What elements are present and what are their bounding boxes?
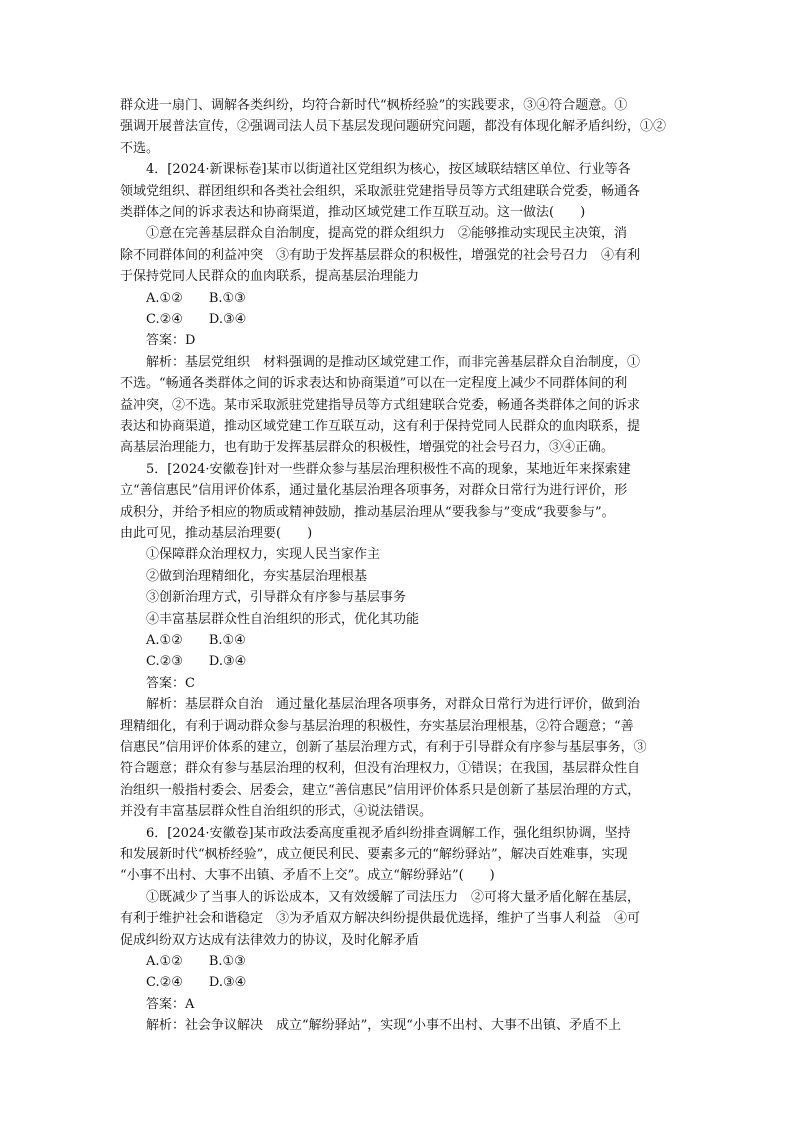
text-line: A.①② B.①③: [146, 290, 246, 306]
text-line: 除不同群体间的利益冲突 ③有助于发挥基层群众的积极性，增强党的社会号召力 ④有利: [120, 247, 641, 263]
text-line: 解析：社会争议解决 成立“解纷驿站”，实现“小事不出村、大事不出镇、矛盾不上: [146, 1018, 621, 1034]
text-line: 高基层治理能力，也有助于发挥基层群众的积极性，增强党的社会号召力，③④正确。: [120, 440, 615, 456]
text-line: A.①② B.①④: [146, 633, 246, 648]
text-line: 成积分，并给予相应的物质或精神鼓励，推动基层治理从“要我参与”变成“我要参与”。: [120, 504, 615, 520]
text-line: 信惠民”信用评价体系的建立，创新了基层治理方式，有利于引导群众有序参与基层事务，③: [120, 740, 647, 755]
text-line: 立“善信惠民”信用评价体系，通过量化基层治理各项事务，对群众日常行为进行评价，形: [120, 483, 628, 499]
text-line: C.②③ D.③④: [146, 654, 247, 670]
text-line: 类群体之间的诉求表达和协商渠道，推动区域党建工作互联互动。这一做法( ): [120, 205, 586, 220]
text-line: ③创新治理方式，引导群众有序参与基层事务: [146, 590, 407, 606]
text-line: ②做到治理精细化，夯实基层治理根基: [146, 568, 368, 584]
text-line: A.①② B.①③: [146, 954, 246, 969]
text-line: 有利于维护社会和谐稳定 ③为矛盾双方解决纠纷提供最优选择，维护了当事人利益 ④可: [120, 911, 641, 927]
text-line: 治组织一般指村委会、居委会，建立“善信惠民”信用评价体系只是创新了基层治理的方式，: [120, 782, 641, 798]
text-line: 领域党组织、群团组织和各类社会组织，采取派驻党建指导员等方式组建联合党委，畅通各: [120, 183, 641, 199]
text-line: 于保持党同人民群众的血肉联系，提高基层治理能力: [120, 269, 420, 285]
text-line: ①既减少了当事人的诉讼成本，又有效缓解了司法压力 ②可将大量矛盾化解在基层，: [146, 889, 641, 905]
text-line: 符合题意；群众有参与基层治理的权利，但没有治理权力，①错误；在我国，基层群众性自: [120, 761, 641, 777]
text-line: 4．[2024·新课标卷]某市以街道社区党组织为核心，按区域联结辖区单位、行业等各: [146, 162, 631, 178]
text-line: 6．[2024·安徽卷]某市政法委高度重视矛盾纠纷排查调解工作，强化组织协调，坚持: [146, 825, 631, 841]
text-line: ④丰富基层群众性自治组织的形式，优化其功能: [146, 611, 420, 627]
text-line: ①意在完善基层群众自治制度，提高党的群众组织力 ②能够推动实现民主决策，消: [146, 226, 628, 242]
text-line: C.②④ D.③④: [146, 312, 247, 327]
text-line: 并没有丰富基层群众性自治组织的形式，④说法错误。: [120, 804, 433, 820]
text-line: 答案：D: [146, 333, 196, 349]
text-line: 和发展新时代“枫桥经验”，成立便民利民、要素多元的“解纷驿站”，解决百姓难事，实现: [120, 847, 628, 862]
text-line: ①保障群众治理权力，实现人民当家作主: [146, 547, 381, 563]
text-line: 解析：基层群众自治 通过量化基层治理各项事务，对群众日常行为进行评价，做到治: [146, 697, 641, 713]
text-line: 5．[2024·安徽卷]针对一些群众参与基层治理积极性不高的现象，某地近年来探索建: [146, 461, 631, 477]
text-line: 答案：C: [146, 675, 195, 691]
text-line: 表达和协商渠道，推动区域党建工作互联互动，这有利于保持党同人民群众的血肉联系，提: [120, 419, 641, 434]
text-line: 答案：A: [146, 996, 195, 1012]
text-line: 不选。: [120, 140, 160, 156]
text-line: 由此可见，推动基层治理要( ): [120, 526, 313, 541]
text-line: 不选。“畅通各类群体之间的诉求表达和协商渠道”可以在一定程度上减少不同群体间的利: [120, 376, 628, 392]
text-line: 强调开展普法宣传，②强调司法人员下基层发现问题研究问题，都没有体现化解矛盾纠纷，①②: [120, 119, 667, 135]
text-line: 解析：基层党组织 材料强调的是推动区域党建工作，而非完善基层群众自治制度，①: [146, 354, 641, 370]
text-line: 促成纠纷双方达成有法律效力的协议，及时化解矛盾: [120, 932, 420, 948]
text-line: “小事不出村、大事不出镇、矛盾不上交”。成立“解纷驿站”( ): [120, 868, 495, 884]
text-line: 理精细化，有利于调动群众参与基层治理的积极性，夯实基层治理根基，②符合题意；“善: [120, 718, 634, 734]
text-line: 益冲突，②不选。某市采取派驻党建指导员等方式组建联合党委，畅通各类群体之间的诉求: [120, 397, 641, 413]
text-line: 群众进一扇门、调解各类纠纷，均符合新时代“枫桥经验”的实践要求，③④符合题意。①: [120, 98, 628, 113]
text-line: C.②④ D.③④: [146, 975, 247, 991]
